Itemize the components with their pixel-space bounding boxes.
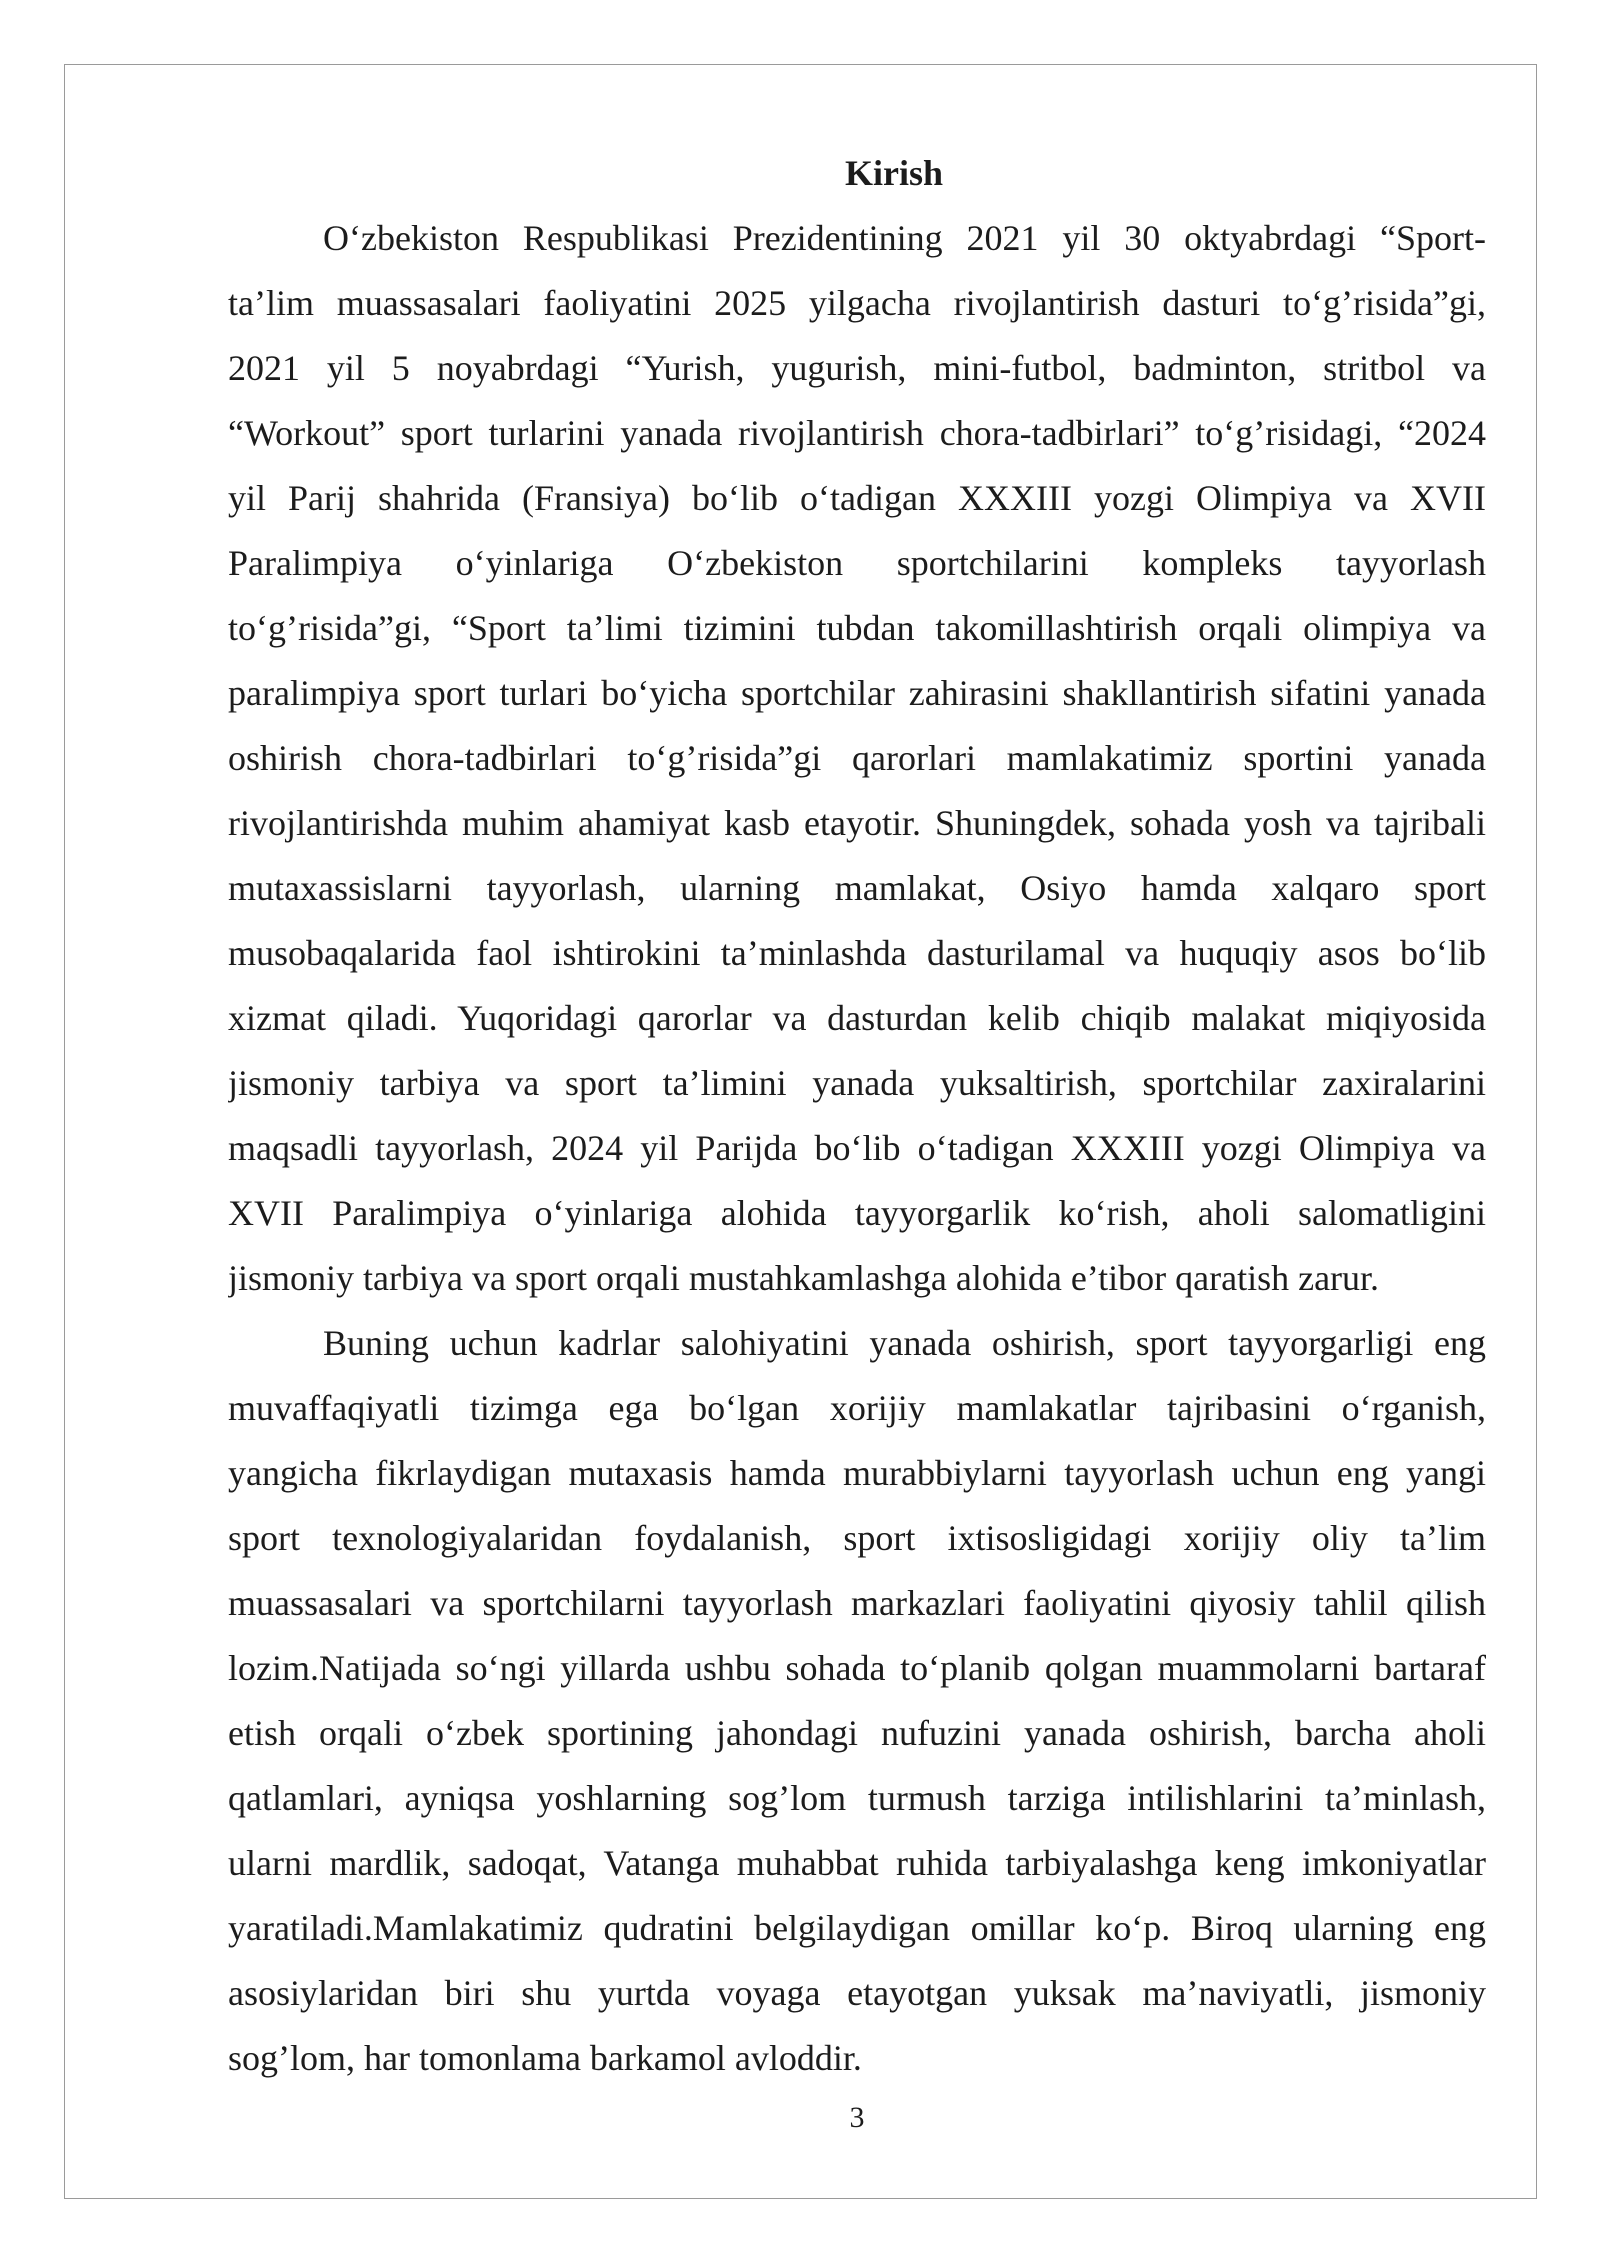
text-line: ularni mardlik, sadoqat, Vatanga muhabbat ruhida tarbiyalashga keng imkoniyatlar	[228, 1843, 1486, 1883]
text-line: maqsadli tayyorlash, 2024 yil Parijda bo‘lib o‘tadigan XXXIII yozgi Olimpiya va	[228, 1128, 1486, 1168]
body-text	[228, 206, 1486, 2091]
text-line: to‘g’risida”gi, “Sport ta’limi tizimini tubdan takomillashtirish orqali olimpiya va	[228, 608, 1486, 648]
text-line: “Workout” sport turlarini yanada rivojlantirish chora-tadbirlari” to‘g’risidagi, “2024	[228, 413, 1486, 453]
text-line: mutaxassislarni tayyorlash, ularning mamlakat, Osiyo hamda xalqaro sport	[228, 868, 1486, 908]
text-line: qatlamlari, ayniqsa yoshlarning sog’lom turmush tarziga intilishlarini ta’minlash,	[228, 1778, 1486, 1818]
text-line: jismoniy tarbiya va sport orqali mustahkamlashga alohida e’tibor qaratish zarur.	[228, 1258, 1380, 1298]
text-line: rivojlantirishda muhim ahamiyat kasb etayotir. Shuningdek, sohada yosh va tajribali	[228, 803, 1486, 843]
text-line: sog’lom, har tomonlama barkamol avloddir.	[228, 2038, 862, 2078]
text-line: sport texnologiyalaridan foydalanish, sport ixtisosligidagi xorijiy oliy ta’lim	[228, 1518, 1486, 1558]
text-line: jismoniy tarbiya va sport ta’limini yanada yuksaltirish, sportchilar zaxiralarini	[228, 1063, 1486, 1103]
text-line: asosiylaridan biri shu yurtda voyaga etayotgan yuksak ma’naviyatli, jismoniy	[228, 1973, 1486, 2013]
text-line: muassasalari va sportchilarni tayyorlash markazlari faoliyatini qiyosiy tahlil qilish	[228, 1583, 1486, 1623]
page-number: 3	[849, 2101, 865, 2134]
text-line: musobaqalarida faol ishtirokini ta’minlashda dasturilamal va huquqiy asos bo‘lib	[228, 933, 1486, 973]
text-line: Paralimpiya o‘yinlariga O‘zbekiston sportchilarini kompleks tayyorlash	[228, 543, 1486, 583]
text-line: oshirish chora-tadbirlari to‘g’risida”gi qarorlari mamlakatimiz sportini yanada	[228, 738, 1486, 778]
text-line: yaratiladi.Mamlakatimiz qudratini belgilaydigan omillar ko‘p. Biroq ularning eng	[228, 1908, 1486, 1948]
text-line: ta’lim muassasalari faoliyatini 2025 yilgacha rivojlantirish dasturi to‘g’risida”gi,	[228, 283, 1486, 323]
text-line: xizmat qiladi. Yuqoridagi qarorlar va dasturdan kelib chiqib malakat miqiyosida	[228, 998, 1486, 1038]
text-line: paralimpiya sport turlari bo‘yicha sportchilar zahirasini shakllantirish sifatini yanada	[228, 673, 1486, 713]
text-line: muvaffaqiyatli tizimga ega bo‘lgan xorijiy mamlakatlar tajribasini o‘rganish,	[228, 1388, 1486, 1428]
text-line: etish orqali o‘zbek sportining jahondagi nufuzini yanada oshirish, barcha aholi	[228, 1713, 1486, 1753]
text-line: lozim.Natijada so‘ngi yillarda ushbu sohada to‘planib qolgan muammolarni bartaraf	[228, 1648, 1486, 1688]
paragraph	[228, 1311, 1486, 2091]
text-line: yil Parij shahrida (Fransiya) bo‘lib o‘tadigan XXXIII yozgi Olimpiya va XVII	[228, 478, 1486, 518]
text-line: 2021 yil 5 noyabrdagi “Yurish, yugurish, mini-futbol, badminton, stritbol va	[228, 348, 1486, 388]
paragraph	[228, 206, 1486, 1311]
text-line: O‘zbekiston Respublikasi Prezidentining 2021 yil 30 oktyabrdagi “Sport-	[323, 218, 1486, 258]
section-title: Kirish	[844, 153, 943, 193]
text-line: Buning uchun kadrlar salohiyatini yanada oshirish, sport tayyorgarligi eng	[323, 1323, 1486, 1363]
text-line: XVII Paralimpiya o‘yinlariga alohida tayyorgarlik ko‘rish, aholi salomatligini	[228, 1193, 1486, 1233]
text-line: yangicha fikrlaydigan mutaxasis hamda murabbiylarni tayyorlash uchun eng yangi	[228, 1453, 1486, 1493]
